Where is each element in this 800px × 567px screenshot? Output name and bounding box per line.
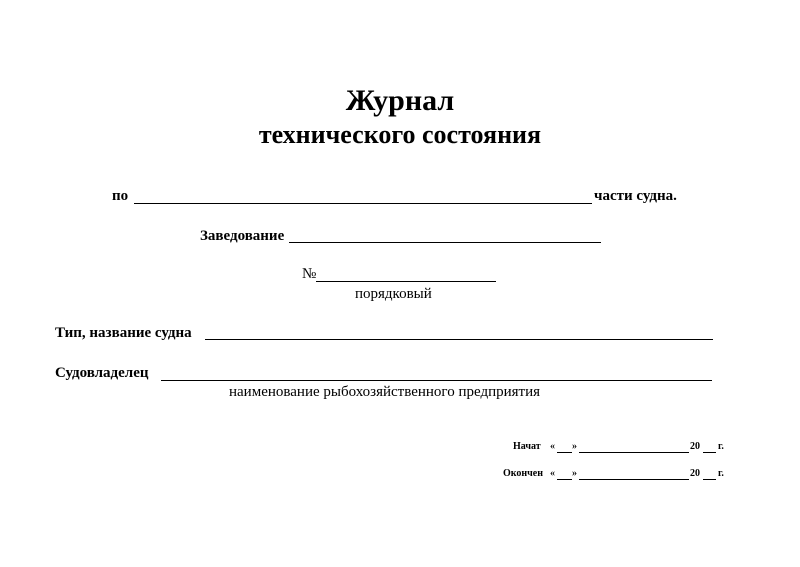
started-quote-close: » <box>572 441 577 452</box>
ship-label: Тип, название судна <box>55 325 192 341</box>
finished-year-suffix: г. <box>718 468 724 479</box>
number-label: № <box>302 266 317 282</box>
started-quote-open: « <box>550 441 555 452</box>
zavedovanie-label: Заведование <box>200 228 285 244</box>
zavedovanie-line[interactable] <box>289 242 601 243</box>
started-year-prefix: 20 <box>690 441 700 452</box>
ship-line[interactable] <box>205 339 713 340</box>
owner-line[interactable] <box>161 380 712 381</box>
started-day-line[interactable] <box>557 452 572 453</box>
started-year-suffix: г. <box>718 441 724 452</box>
owner-caption: наименование рыбохозяйственного предприятия <box>229 384 541 400</box>
started-label: Начат <box>513 441 541 452</box>
finished-year-prefix: 20 <box>690 468 700 479</box>
finished-day-line[interactable] <box>557 479 572 480</box>
po-label: по <box>112 188 129 204</box>
title-line-2: технического состояния <box>258 120 542 149</box>
title-line-1: Журнал <box>345 84 455 117</box>
finished-quote-close: » <box>572 468 577 479</box>
part-suffix: части судна. <box>594 188 677 204</box>
part-line[interactable] <box>134 203 592 204</box>
number-line[interactable] <box>316 281 496 282</box>
number-caption: порядковый <box>355 286 432 302</box>
started-year-line[interactable] <box>703 452 716 453</box>
finished-quote-open: « <box>550 468 555 479</box>
finished-year-line[interactable] <box>703 479 716 480</box>
started-month-line[interactable] <box>579 452 689 453</box>
finished-month-line[interactable] <box>579 479 689 480</box>
owner-label: Судовладелец <box>55 365 149 381</box>
finished-label: Окончен <box>503 468 544 479</box>
